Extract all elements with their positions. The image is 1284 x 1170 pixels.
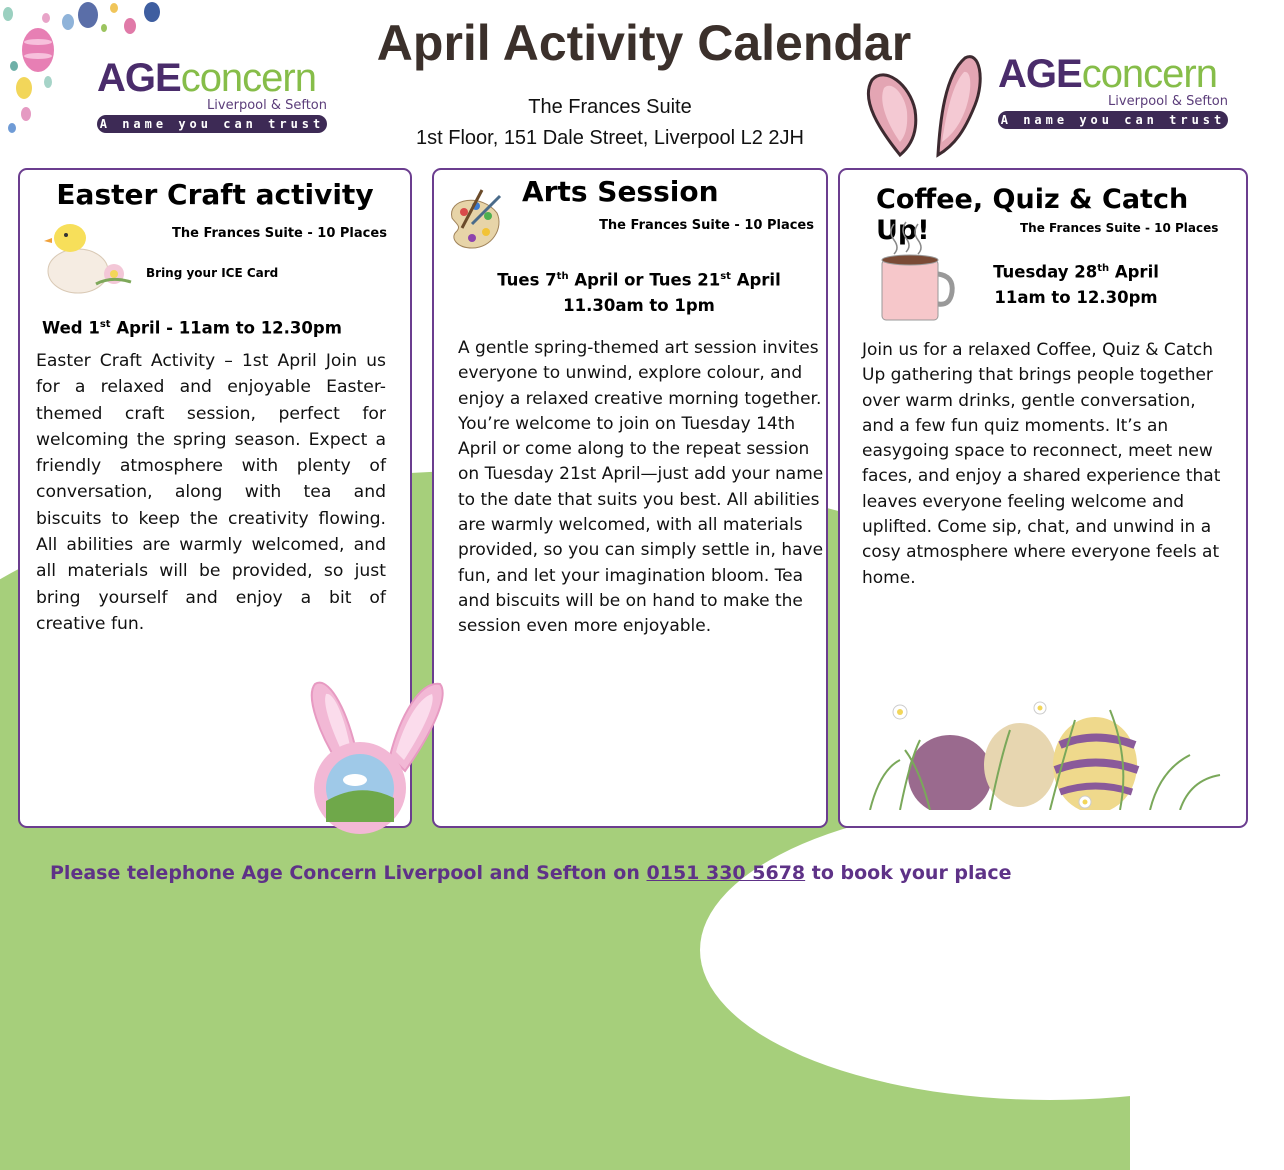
card-coffee-quiz [838, 168, 1248, 828]
card-title: Easter Craft activity [56, 178, 374, 211]
chick-icon [36, 216, 151, 296]
address-line: 1st Floor, 151 Dale Street, Liverpool L2 2JH [416, 127, 804, 149]
card-venue: The Frances Suite - 10 Places [1020, 221, 1219, 235]
venue-name: The Frances Suite [528, 96, 692, 118]
age-concern-logo-left: AGEconcern Liverpool & Sefton A name you can trust [97, 56, 327, 131]
page-title: April Activity Calendar [376, 15, 912, 71]
card-title: Arts Session [522, 175, 719, 208]
card-note: Bring your ICE Card [146, 266, 279, 280]
card-time: 11.30am to 1pm [563, 295, 715, 315]
card-description: Easter Craft Activity – 1st April Join us for a relaxed and enjoyable Easter-themed craft session, perfect for welcoming the spring season. Expect a friendly atmosphere with plenty of conversation, along with tea and biscuits to keep the creativity flowing. All abilities are warmly welcomed, and all materials will be provided, so just bring yourself and enjoy a bit of creative fun. [36, 351, 386, 634]
card-date: Tuesday 28th April 11am to 12.30pm [993, 262, 1159, 307]
coffee-mug-icon [876, 214, 956, 324]
easter-eggs-grass-icon [860, 700, 1230, 810]
card-date: Wed 1st April - 11am to 12.30pm [42, 318, 342, 338]
card-title: Coffee, Quiz & Catch Up! [876, 184, 1189, 246]
card-arts-session [432, 168, 828, 828]
card-date: Tues 7th April or Tues 21st April 11.30am to 1pm [497, 270, 781, 315]
phone-number[interactable]: 0151 330 5678 [646, 862, 806, 884]
card-description: Join us for a relaxed Coffee, Quiz & Catch Up gathering that brings people together over warm drinks, gentle conversation, and a few fun quiz moments. It’s an easygoing space to reconnect, meet new faces, and enjoy a shared experience that leaves everyone feeling welcome and uplifted. Come sip, chat, and unwind in a cosy atmosphere where everyone feels at home. [862, 340, 1221, 588]
bunny-frame-icon [300, 676, 450, 836]
booking-footer: Please telephone Age Concern Liverpool and Sefton on 0151 330 5678 to book your place [50, 862, 1012, 884]
card-description: A gentle spring-themed art session invites everyone to unwind, explore colour, and enjoy a relaxed creative morning together. You’re welcome to join on Tuesday 14th April or come along to the repeat session on Tuesday 21st April—just add your name to the date that suits you best. All abilities are warmly welcomed, with all materials provided, so you can simply settle in, have fun, and let your imagination bloom. Tea and biscuits will be on hand to make the session even more enjoyable. [458, 338, 824, 637]
card-time: 11am to 12.30pm [994, 287, 1158, 307]
venue-address [300, 92, 920, 154]
card-venue: The Frances Suite - 10 Places [172, 226, 387, 241]
bunny-ears-icon [860, 50, 990, 160]
palette-icon [442, 188, 504, 258]
age-concern-logo-right: AGEconcern Liverpool & Sefton A name you can trust [998, 52, 1228, 127]
card-venue: The Frances Suite - 10 Places [599, 218, 814, 233]
